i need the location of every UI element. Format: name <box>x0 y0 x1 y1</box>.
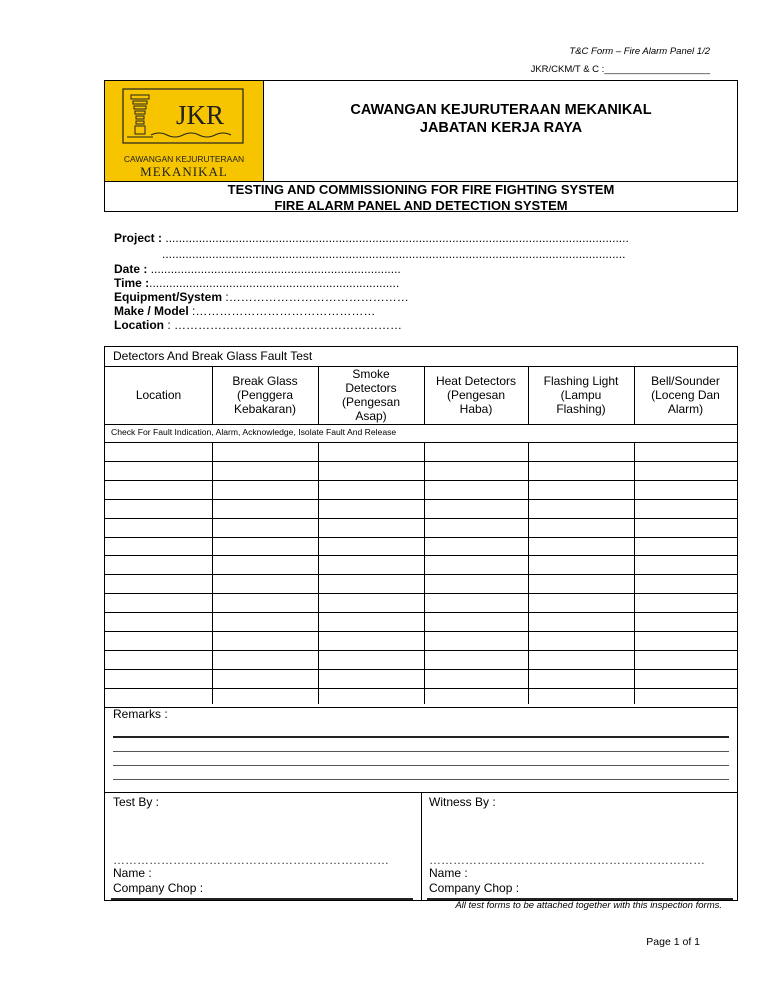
witness-by-signature-line[interactable]: …………………………………………………………… <box>429 853 705 867</box>
signature-divider <box>421 792 422 900</box>
project-label: Project : <box>114 231 166 245</box>
date-field[interactable] <box>114 262 401 277</box>
equipment-dots: :……………………………………… <box>225 290 409 304</box>
test-by-name-label: Name : <box>113 866 152 880</box>
location-dots: : ………………………………………………… <box>167 318 403 332</box>
equipment-field[interactable] <box>114 290 409 305</box>
column-header-smoke-detectors: Smoke Detectors (Pengesan Asap) <box>341 367 401 423</box>
table-row-rule <box>105 555 737 556</box>
table-row-rule <box>105 650 737 651</box>
test-by-chop-label: Company Chop : <box>113 881 204 895</box>
form-title-line-2: FIRE ALARM PANEL AND DETECTION SYSTEM <box>274 198 568 213</box>
department-title <box>265 101 737 137</box>
table-row-rule <box>105 461 737 462</box>
project-dots-2: ........................................................................................................................................... <box>162 247 626 261</box>
table-row-rule <box>105 707 737 708</box>
table-row-rule <box>105 688 737 689</box>
column-header-location: Location <box>135 388 182 402</box>
table-rule <box>105 442 737 443</box>
make-model-label: Make / Model <box>114 304 193 318</box>
document-number-blank: ____________________ <box>604 64 710 75</box>
signature-baseline <box>111 898 413 900</box>
table-row-rule <box>105 593 737 594</box>
table-row-rule <box>105 574 737 575</box>
project-dots: ........................................................................................................................................... <box>165 231 629 245</box>
logo-subline-1: CAWANGAN KEJURUTERAAN <box>123 154 245 164</box>
table-section-title: Detectors And Break Glass Fault Test <box>113 349 313 363</box>
project-field[interactable] <box>114 231 629 246</box>
check-note: Check For Fault Indication, Alarm, Acknowledge, Isolate Fault And Release <box>111 427 397 437</box>
column-header-heat-detectors: Heat Detectors (Pengesan Haba) <box>435 374 517 416</box>
column-divider <box>318 442 319 704</box>
make-model-dots: :……………………………………… <box>192 304 376 318</box>
column-header-break-glass: Break Glass (Penggera Kebakaran) <box>232 374 298 416</box>
form-title <box>105 182 737 214</box>
table-row-rule <box>105 518 737 519</box>
footer-note: All test forms to be attached together with this inspection forms. <box>455 900 722 911</box>
remarks-line[interactable] <box>113 751 729 752</box>
table-row-rule <box>105 480 737 481</box>
table-row-rule <box>105 612 737 613</box>
witness-by-name-label: Name : <box>429 866 468 880</box>
project-field-line-2[interactable] <box>162 247 625 262</box>
jkr-brand-text: JKR <box>175 100 225 130</box>
date-label: Date : <box>114 262 151 276</box>
remarks-label: Remarks : <box>113 707 168 721</box>
column-divider <box>212 442 213 704</box>
column-divider <box>424 442 425 704</box>
column-header-flashing-light: Flashing Light (Lampu Flashing) <box>543 374 619 416</box>
time-label: Time : <box>114 276 150 290</box>
column-divider <box>424 366 425 424</box>
logo-subline-2: MEKANIKAL <box>140 164 228 179</box>
header-box <box>104 80 738 212</box>
document-number-label: JKR/CKM/T & C : <box>530 64 605 75</box>
jkr-logo <box>105 81 264 181</box>
column-header-bell-sounder: Bell/Sounder (Loceng Dan Alarm) <box>651 374 720 416</box>
remarks-line[interactable] <box>113 765 729 766</box>
location-label: Location <box>114 318 168 332</box>
remarks-line[interactable] <box>113 779 729 780</box>
column-divider <box>528 366 529 424</box>
fault-test-table <box>104 346 738 901</box>
department-line-2: JABATAN KERJA RAYA <box>419 120 583 136</box>
page-number: Page 1 of 1 <box>646 936 700 948</box>
table-row-rule <box>105 631 737 632</box>
form-reference: T&C Form – Fire Alarm Panel 1/2 <box>569 46 710 57</box>
witness-by-chop-label: Company Chop : <box>429 881 520 895</box>
location-field[interactable] <box>114 318 402 333</box>
time-dots: ........................................................................... <box>149 276 400 290</box>
make-model-field[interactable] <box>114 304 375 319</box>
jkr-logo-graphic <box>105 81 263 181</box>
document-number <box>531 64 710 75</box>
date-dots: ........................................................................... <box>150 262 401 276</box>
column-divider <box>634 442 635 704</box>
department-line-1: CAWANGAN KEJURUTERAAN MEKANIKAL <box>350 102 652 118</box>
table-row-rule <box>105 499 737 500</box>
column-divider <box>528 442 529 704</box>
test-by-label: Test By : <box>113 795 160 809</box>
table-row-rule <box>105 669 737 670</box>
form-title-line-1: TESTING AND COMMISSIONING FOR FIRE FIGHTING SYSTEM <box>227 182 615 197</box>
column-divider <box>318 366 319 424</box>
test-by-signature-line[interactable]: …………………………………………………………… <box>113 853 389 867</box>
witness-by-label: Witness By : <box>429 795 496 809</box>
column-divider <box>634 366 635 424</box>
tower-icon <box>127 95 153 137</box>
table-row-rule <box>105 537 737 538</box>
remarks-line[interactable] <box>113 736 729 738</box>
equipment-label: Equipment/System <box>114 290 226 304</box>
table-rule <box>105 424 737 425</box>
column-divider <box>212 366 213 424</box>
time-field[interactable] <box>114 276 399 291</box>
